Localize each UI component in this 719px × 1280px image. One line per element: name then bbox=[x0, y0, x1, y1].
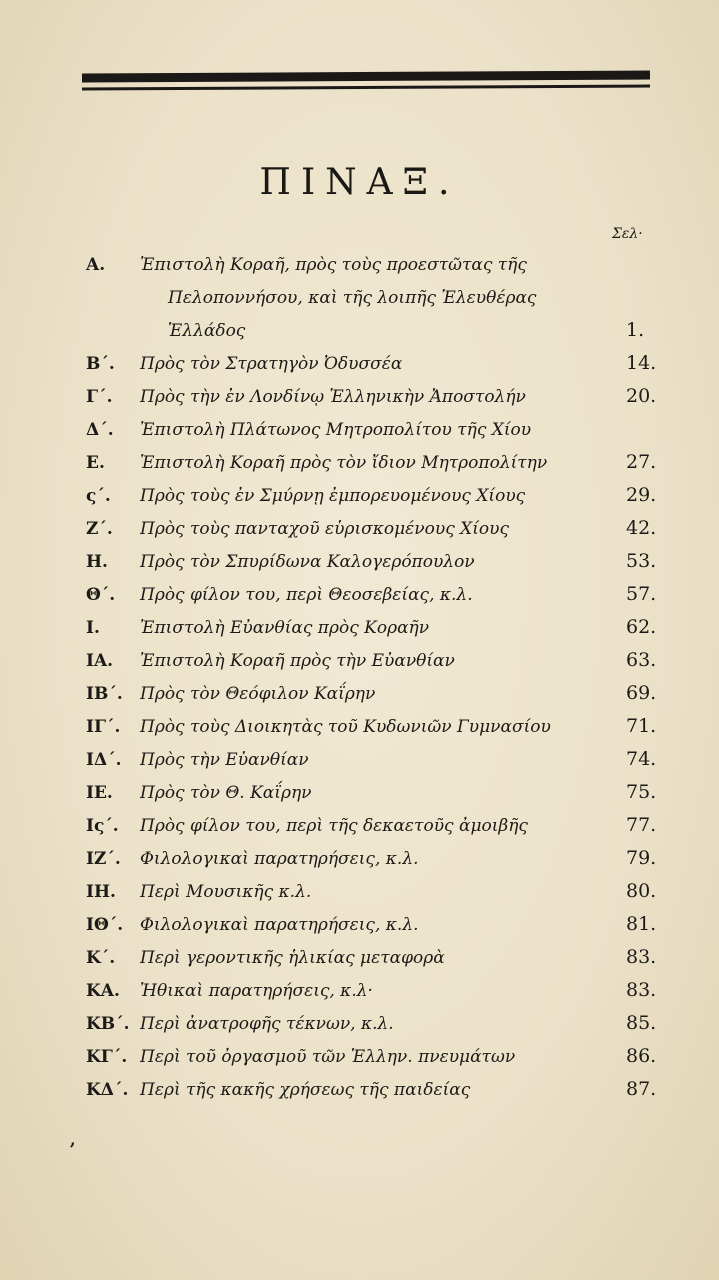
entry-number: ΚΔ΄. bbox=[86, 1080, 129, 1100]
entry-title-line: Ἐπιστολὴ Κοραῆ, πρὸς τοὺς προεστῶτας τῆς bbox=[140, 255, 527, 275]
entry-number: ΚΒ΄. bbox=[86, 1014, 130, 1034]
entry-number: Ι. bbox=[86, 618, 100, 638]
entry-title-line: Περὶ γεροντικῆς ἡλικίας μεταφορὰ bbox=[140, 948, 445, 968]
margin-mark: , bbox=[70, 1130, 76, 1149]
entry-page-number: 87. bbox=[626, 1078, 657, 1100]
entry-number: ΙΓ΄. bbox=[86, 717, 121, 737]
entry-title-line: Πρὸς τοὺς πανταχοῦ εὑρισκομένους Χίους bbox=[140, 519, 509, 539]
entry-number: Ζ΄. bbox=[86, 519, 113, 539]
entry-title-line: Ἐπιστολὴ Πλάτωνος Μητροπολίτου τῆς Χίου bbox=[140, 420, 532, 440]
entry-number: ΚΓ΄. bbox=[86, 1047, 128, 1067]
entry-page-number: 14. bbox=[626, 352, 657, 374]
entry-page-number: 86. bbox=[626, 1045, 657, 1067]
entry-number: Ε. bbox=[86, 453, 105, 473]
entry-page-number: 63. bbox=[626, 649, 657, 671]
entry-title-line: Πρὸς τὴν ἐν Λονδίνῳ Ἑλληνικὴν Ἀποστολήν bbox=[140, 387, 526, 407]
page-column-label: Σελ· bbox=[612, 226, 643, 242]
entry-number: ΙΒ΄. bbox=[86, 684, 123, 704]
entry-page-number: 20. bbox=[626, 385, 657, 407]
entry-number: ΙΖ΄. bbox=[86, 849, 121, 869]
entry-page-number: 27. bbox=[626, 451, 657, 473]
entry-number: Β΄. bbox=[86, 354, 115, 374]
entry-page-number: 29. bbox=[626, 484, 657, 506]
page-title: ΠΙΝΑΞ. bbox=[259, 162, 460, 203]
entry-title-line: Περὶ Μουσικῆς κ.λ. bbox=[140, 882, 312, 902]
entry-title-line: Περὶ τοῦ ὀργασμοῦ τῶν Ἑλλην. πνευμάτων bbox=[140, 1047, 516, 1067]
entry-number: Γ΄. bbox=[86, 387, 113, 407]
entry-title-line: Πελοποννήσου, καὶ τῆς λοιπῆς Ἐλευθέρας bbox=[168, 288, 537, 308]
entry-number: ΙΑ. bbox=[86, 651, 114, 671]
entry-title-line: Πρὸς τὴν Εὐανθίαν bbox=[140, 750, 309, 770]
entry-page-number: 74. bbox=[626, 748, 657, 770]
entry-title-line: Ἐπιστολὴ Εὐανθίας πρὸς Κοραῆν bbox=[140, 618, 430, 638]
entry-number: Δ΄. bbox=[86, 420, 114, 440]
entry-title-line: Πρὸς τοὺς Διοικητὰς τοῦ Κυδωνιῶν Γυμνασίου bbox=[140, 717, 551, 737]
entry-page-number: 53. bbox=[626, 550, 657, 572]
entry-page-number: 81. bbox=[626, 913, 657, 935]
entry-page-number: 83. bbox=[626, 979, 657, 1001]
entry-page-number: 1. bbox=[626, 319, 645, 341]
entry-title-line: Περὶ ἀνατροφῆς τέκνων, κ.λ. bbox=[140, 1014, 394, 1034]
entry-page-number: 79. bbox=[626, 847, 657, 869]
entry-page-number: 85. bbox=[626, 1012, 657, 1034]
entry-title-line: Πρὸς φίλον του, περὶ Θεοσεβείας, κ.λ. bbox=[140, 585, 473, 605]
entry-title-line: Ἠθικαὶ παρατηρήσεις, κ.λ· bbox=[140, 981, 373, 1001]
entry-number: Ις΄. bbox=[86, 816, 119, 836]
entry-page-number: 83. bbox=[626, 946, 657, 968]
entry-number: ΙΔ΄. bbox=[86, 750, 122, 770]
entry-title-line: Φιλολογικαὶ παρατηρήσεις, κ.λ. bbox=[140, 849, 419, 869]
entry-number: ΙΘ΄. bbox=[86, 915, 124, 935]
entry-page-number: 75. bbox=[626, 781, 657, 803]
entry-title-line: Πρὸς τὸν Θεόφιλον Καΐρην bbox=[140, 684, 376, 704]
entry-title-line: Πρὸς τοὺς ἐν Σμύρνῃ ἐμπορευομένους Χίους bbox=[140, 486, 526, 506]
entry-page-number: 71. bbox=[626, 715, 657, 737]
entry-number: ΙΗ. bbox=[86, 882, 116, 902]
entry-title-line: Περὶ τῆς κακῆς χρήσεως τῆς παιδείας bbox=[140, 1080, 471, 1100]
entry-number: ΚΑ. bbox=[86, 981, 120, 1001]
entry-number: Θ΄. bbox=[86, 585, 116, 605]
entry-number: Κ΄. bbox=[86, 948, 116, 968]
entry-number: Η. bbox=[86, 552, 108, 572]
entry-page-number: 62. bbox=[626, 616, 657, 638]
entry-title-line: Πρὸς τὸν Θ. Καΐρην bbox=[140, 783, 312, 803]
entry-title-line: Πρὸς τὸν Σπυρίδωνα Καλογερόπουλον bbox=[140, 552, 475, 572]
entry-page-number: 80. bbox=[626, 880, 657, 902]
entry-page-number: 42. bbox=[626, 517, 657, 539]
entry-title-line: Φιλολογικαὶ παρατηρήσεις, κ.λ. bbox=[140, 915, 419, 935]
entry-title-line: Πρὸς φίλον του, περὶ τῆς δεκαετοῦς ἀμοιβῆς bbox=[140, 816, 528, 836]
entry-page-number: 77. bbox=[626, 814, 657, 836]
entry-title-line: Ἑλλάδος bbox=[168, 321, 246, 341]
entry-number: ΙΕ. bbox=[86, 783, 113, 803]
entry-title-line: Ἐπιστολὴ Κοραῆ πρὸς τὸν ἴδιον Μητροπολίτην bbox=[140, 453, 548, 473]
entry-title-line: Πρὸς τὸν Στρατηγὸν Ὀδυσσέα bbox=[140, 354, 403, 374]
entry-page-number: 57. bbox=[626, 583, 657, 605]
entry-page-number: 69. bbox=[626, 682, 657, 704]
entry-title-line: Ἐπιστολὴ Κοραῆ πρὸς τὴν Εὐανθίαν bbox=[140, 651, 455, 671]
entry-number: ς΄. bbox=[86, 486, 111, 506]
entry-number: Α. bbox=[86, 255, 106, 275]
